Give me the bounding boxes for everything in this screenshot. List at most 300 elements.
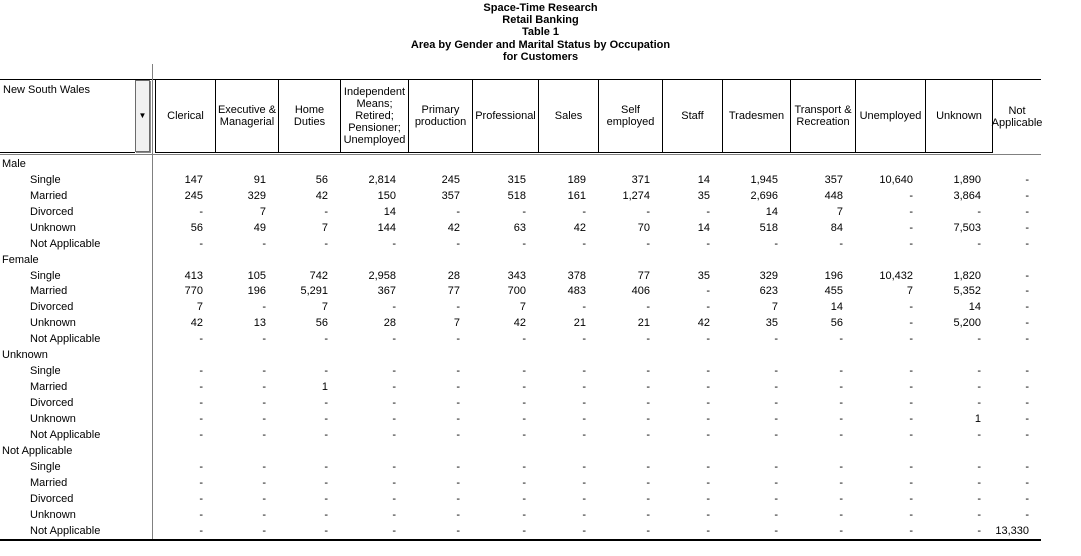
data-cell: -	[706, 460, 710, 473]
group-row	[0, 443, 1041, 459]
data-cell: -	[324, 524, 328, 537]
row-label: Married	[30, 476, 68, 489]
data-cell: -	[646, 412, 650, 425]
column-header: Sales	[538, 80, 598, 153]
data-cell: -	[456, 333, 460, 346]
data-cell: -	[262, 460, 266, 473]
data-cell: -	[706, 301, 710, 314]
data-cell: 7	[321, 301, 328, 314]
data-cell: 7	[196, 301, 203, 314]
data-cell: 448	[824, 189, 843, 202]
data-cell: 196	[824, 269, 843, 282]
data-cell: 3,864	[953, 189, 981, 202]
data-cell: -	[706, 381, 710, 394]
data-cell: -	[522, 381, 526, 394]
group-label: Not Applicable	[2, 444, 73, 457]
data-cell: -	[582, 237, 586, 250]
data-cell: -	[522, 460, 526, 473]
data-cell: -	[262, 492, 266, 505]
data-cell: -	[392, 476, 396, 489]
data-cell: -	[199, 381, 203, 394]
table-row	[0, 188, 1041, 204]
data-cell: -	[199, 428, 203, 441]
data-cell: -	[199, 460, 203, 473]
data-cell: -	[977, 460, 981, 473]
data-cell: 329	[247, 189, 266, 202]
data-cell: -	[262, 428, 266, 441]
data-cell: -	[522, 205, 526, 218]
table-row	[0, 475, 1041, 491]
data-cell: -	[839, 381, 843, 394]
data-cell: 147	[184, 173, 203, 186]
data-cell: 42	[573, 221, 586, 234]
data-cell: 1,820	[953, 269, 981, 282]
table-row	[0, 523, 1041, 539]
data-cell: -	[392, 524, 396, 537]
data-cell: -	[909, 476, 913, 489]
data-cell: -	[199, 508, 203, 521]
data-cell: 84	[830, 221, 843, 234]
data-cell: -	[324, 365, 328, 378]
column-header: Executive & Managerial	[215, 80, 278, 153]
row-label: Married	[30, 189, 68, 202]
data-cell: -	[199, 397, 203, 410]
column-header: Independent Means; Retired; Pensioner; Unemployed	[340, 80, 408, 153]
data-cell: -	[909, 460, 913, 473]
data-cell: -	[909, 428, 913, 441]
data-cell: 1	[974, 412, 981, 425]
header-separator-line	[0, 154, 1041, 155]
data-cell: -	[522, 428, 526, 441]
group-row	[0, 156, 1041, 172]
data-cell: 14	[765, 205, 778, 218]
data-cell: 455	[824, 285, 843, 298]
data-cell: -	[392, 492, 396, 505]
data-cell: -	[199, 524, 203, 537]
data-cell: -	[456, 508, 460, 521]
data-cell: -	[199, 412, 203, 425]
row-label: Divorced	[30, 205, 74, 218]
row-label: Single	[30, 460, 61, 473]
data-cell: -	[582, 428, 586, 441]
data-cell: 42	[447, 221, 460, 234]
data-cell: -	[977, 237, 981, 250]
data-cell: -	[909, 333, 913, 346]
data-cell: -	[456, 460, 460, 473]
data-cell: -	[706, 333, 710, 346]
report-titles	[0, 2, 1081, 63]
data-cell: -	[977, 508, 981, 521]
data-cell: -	[324, 492, 328, 505]
data-cell: 13,330	[995, 524, 1029, 537]
data-cell: -	[392, 381, 396, 394]
data-cell: 42	[190, 317, 203, 330]
data-cell: -	[1025, 476, 1029, 489]
data-cell: -	[839, 237, 843, 250]
data-cell: -	[456, 412, 460, 425]
table-row	[0, 299, 1041, 315]
data-cell: 329	[759, 269, 778, 282]
data-cell: -	[977, 333, 981, 346]
data-cell: 42	[697, 317, 710, 330]
data-cell: -	[839, 492, 843, 505]
report-title-line: Area by Gender and Marital Status by Occupation	[410, 38, 671, 51]
data-cell: -	[909, 492, 913, 505]
table-row	[0, 315, 1041, 331]
data-cell: -	[199, 333, 203, 346]
data-cell: -	[522, 524, 526, 537]
data-cell: -	[909, 189, 913, 202]
data-cell: 378	[567, 269, 586, 282]
data-cell: -	[646, 237, 650, 250]
row-label: Unknown	[30, 508, 76, 521]
row-label: Unknown	[30, 412, 76, 425]
data-cell: 35	[697, 269, 710, 282]
data-cell: -	[909, 508, 913, 521]
column-header: Tradesmen	[722, 80, 790, 153]
data-cell: -	[582, 492, 586, 505]
data-cell: 5,291	[300, 285, 328, 298]
table-row	[0, 172, 1041, 188]
data-cell: -	[262, 381, 266, 394]
data-cell: 70	[637, 221, 650, 234]
data-cell: 1,890	[953, 173, 981, 186]
data-cell: -	[646, 524, 650, 537]
data-cell: -	[839, 460, 843, 473]
data-cell: -	[324, 205, 328, 218]
data-cell: -	[839, 412, 843, 425]
data-cell: -	[774, 412, 778, 425]
data-cell: 7	[519, 301, 526, 314]
data-cell: -	[774, 237, 778, 250]
data-cell: -	[456, 365, 460, 378]
data-cell: 7	[771, 301, 778, 314]
data-cell: -	[646, 476, 650, 489]
data-cell: 1	[321, 381, 328, 394]
row-label: Divorced	[30, 397, 74, 410]
data-cell: -	[1025, 508, 1029, 521]
data-cell: -	[582, 381, 586, 394]
data-cell: 56	[830, 317, 843, 330]
data-cell: -	[456, 397, 460, 410]
row-label: Single	[30, 269, 61, 282]
table-body	[0, 156, 1041, 539]
data-cell: -	[1025, 381, 1029, 394]
data-cell: 413	[184, 269, 203, 282]
data-cell: -	[456, 428, 460, 441]
row-label: Not Applicable	[30, 237, 101, 250]
data-cell: -	[582, 333, 586, 346]
data-cell: 483	[567, 285, 586, 298]
data-cell: 150	[377, 189, 396, 202]
data-cell: -	[774, 476, 778, 489]
row-label: Divorced	[30, 301, 74, 314]
data-cell: -	[839, 524, 843, 537]
report-title-line: Retail Banking	[502, 14, 579, 27]
report-title-line: for Customers	[502, 50, 579, 63]
data-cell: -	[456, 301, 460, 314]
data-cell: -	[582, 508, 586, 521]
table-row	[0, 507, 1041, 523]
data-cell: -	[522, 365, 526, 378]
data-cell: -	[977, 492, 981, 505]
data-cell: 770	[184, 285, 203, 298]
data-cell: -	[839, 428, 843, 441]
column-header: Home Duties	[278, 80, 340, 153]
data-cell: 56	[190, 221, 203, 234]
column-header: Primary production	[408, 80, 472, 153]
data-cell: -	[1025, 205, 1029, 218]
data-cell: 14	[968, 301, 981, 314]
data-cell: -	[392, 301, 396, 314]
table-row	[0, 284, 1041, 300]
data-cell: 2,814	[368, 173, 396, 186]
table-row	[0, 363, 1041, 379]
data-cell: 14	[830, 301, 843, 314]
data-cell: 518	[759, 221, 778, 234]
data-cell: -	[706, 205, 710, 218]
data-cell: -	[706, 492, 710, 505]
row-label: Unknown	[30, 221, 76, 234]
data-cell: -	[839, 508, 843, 521]
data-cell: -	[706, 524, 710, 537]
data-cell: 371	[631, 173, 650, 186]
data-cell: -	[456, 492, 460, 505]
data-cell: -	[909, 301, 913, 314]
data-cell: -	[1025, 333, 1029, 346]
column-header: Clerical	[155, 80, 215, 153]
data-cell: 742	[309, 269, 328, 282]
data-cell: -	[646, 333, 650, 346]
group-label: Unknown	[2, 349, 48, 362]
data-cell: -	[392, 508, 396, 521]
data-cell: 21	[573, 317, 586, 330]
data-cell: -	[324, 460, 328, 473]
data-cell: -	[774, 397, 778, 410]
row-label: Not Applicable	[30, 524, 101, 537]
data-cell: 21	[637, 317, 650, 330]
data-cell: -	[646, 397, 650, 410]
report-title-line: Table 1	[521, 26, 560, 39]
data-cell: -	[262, 397, 266, 410]
data-cell: -	[774, 365, 778, 378]
data-cell: -	[706, 365, 710, 378]
data-cell: -	[909, 221, 913, 234]
data-cell: -	[582, 412, 586, 425]
data-cell: -	[977, 397, 981, 410]
data-cell: -	[522, 397, 526, 410]
data-cell: -	[909, 317, 913, 330]
data-cell: 1,945	[750, 173, 778, 186]
data-cell: 245	[184, 189, 203, 202]
data-cell: -	[839, 397, 843, 410]
data-cell: 28	[447, 269, 460, 282]
data-cell: 14	[383, 205, 396, 218]
data-cell: 357	[824, 173, 843, 186]
data-cell: -	[706, 508, 710, 521]
data-cell: 42	[513, 317, 526, 330]
data-cell: -	[392, 412, 396, 425]
data-cell: -	[1025, 269, 1029, 282]
data-cell: -	[582, 397, 586, 410]
data-cell: -	[706, 237, 710, 250]
data-cell: -	[839, 476, 843, 489]
data-cell: -	[1025, 397, 1029, 410]
table-row	[0, 331, 1041, 347]
column-header: Self employed	[598, 80, 662, 153]
data-cell: -	[706, 397, 710, 410]
table-row	[0, 379, 1041, 395]
data-cell: 7	[453, 317, 460, 330]
data-cell: -	[977, 476, 981, 489]
data-cell: 367	[377, 285, 396, 298]
data-cell: -	[774, 381, 778, 394]
data-cell: 5,200	[953, 317, 981, 330]
data-cell: -	[1025, 317, 1029, 330]
data-cell: 13	[253, 317, 266, 330]
data-cell: -	[706, 285, 710, 298]
data-cell: 343	[507, 269, 526, 282]
data-cell: -	[909, 397, 913, 410]
row-label: Divorced	[30, 492, 74, 505]
data-cell: -	[456, 205, 460, 218]
table-row	[0, 236, 1041, 252]
data-cell: 35	[697, 189, 710, 202]
data-cell: -	[199, 365, 203, 378]
data-cell: -	[392, 460, 396, 473]
data-cell: -	[1025, 460, 1029, 473]
data-cell: -	[909, 237, 913, 250]
data-cell: -	[262, 524, 266, 537]
data-cell: -	[262, 476, 266, 489]
data-cell: -	[977, 524, 981, 537]
data-cell: -	[646, 381, 650, 394]
data-cell: -	[1025, 189, 1029, 202]
data-cell: -	[582, 524, 586, 537]
data-cell: 700	[507, 285, 526, 298]
data-cell: -	[1025, 301, 1029, 314]
data-cell: 5,352	[953, 285, 981, 298]
data-cell: -	[977, 365, 981, 378]
data-cell: -	[324, 412, 328, 425]
data-cell: 56	[315, 173, 328, 186]
data-cell: 623	[759, 285, 778, 298]
report-title-line: Space-Time Research	[483, 2, 598, 14]
row-label: Single	[30, 365, 61, 378]
data-cell: 91	[253, 173, 266, 186]
data-cell: -	[324, 508, 328, 521]
column-headers	[155, 80, 1041, 153]
table-bottom-line	[0, 539, 1041, 541]
data-cell: -	[1025, 221, 1029, 234]
data-cell: -	[456, 524, 460, 537]
data-cell: -	[456, 381, 460, 394]
data-cell: 14	[697, 173, 710, 186]
data-cell: -	[706, 428, 710, 441]
data-cell: 14	[697, 221, 710, 234]
data-cell: 245	[441, 173, 460, 186]
data-cell: 315	[507, 173, 526, 186]
data-cell: -	[392, 333, 396, 346]
data-cell: -	[1025, 365, 1029, 378]
data-cell: -	[977, 428, 981, 441]
row-label: Not Applicable	[30, 428, 101, 441]
table-row	[0, 411, 1041, 427]
table-header	[0, 79, 1041, 153]
data-cell: -	[582, 205, 586, 218]
data-cell: -	[582, 365, 586, 378]
data-cell: -	[522, 492, 526, 505]
data-cell: -	[262, 365, 266, 378]
row-label: Married	[30, 285, 68, 298]
data-cell: 7	[906, 285, 913, 298]
data-cell: -	[582, 460, 586, 473]
table-row	[0, 427, 1041, 443]
data-cell: 49	[253, 221, 266, 234]
data-cell: -	[1025, 492, 1029, 505]
data-cell: -	[522, 237, 526, 250]
data-cell: 56	[315, 317, 328, 330]
data-cell: -	[1025, 285, 1029, 298]
data-cell: -	[774, 460, 778, 473]
data-cell: -	[262, 333, 266, 346]
data-cell: 2,696	[750, 189, 778, 202]
data-cell: -	[582, 301, 586, 314]
group-row	[0, 347, 1041, 363]
data-cell: -	[1025, 412, 1029, 425]
data-cell: 10,640	[879, 173, 913, 186]
data-cell: -	[774, 524, 778, 537]
column-header: Unknown	[925, 80, 993, 153]
data-cell: -	[522, 333, 526, 346]
data-cell: -	[646, 205, 650, 218]
data-cell: -	[199, 237, 203, 250]
column-header: Unemployed	[855, 80, 925, 153]
table-row	[0, 268, 1041, 284]
data-cell: 2,958	[368, 269, 396, 282]
data-cell: 77	[637, 269, 650, 282]
data-cell: -	[909, 412, 913, 425]
data-cell: -	[706, 476, 710, 489]
data-cell: -	[839, 333, 843, 346]
data-cell: -	[646, 365, 650, 378]
data-cell: -	[392, 428, 396, 441]
column-header: Transport & Recreation	[790, 80, 855, 153]
data-cell: -	[646, 428, 650, 441]
data-cell: 63	[513, 221, 526, 234]
data-cell: -	[392, 365, 396, 378]
data-cell: -	[977, 381, 981, 394]
data-cell: -	[774, 333, 778, 346]
group-row	[0, 252, 1041, 268]
data-cell: -	[199, 492, 203, 505]
data-cell: 406	[631, 285, 650, 298]
data-cell: 10,432	[879, 269, 913, 282]
data-cell: -	[324, 333, 328, 346]
area-dropdown-button[interactable]	[135, 80, 150, 152]
data-cell: -	[392, 397, 396, 410]
data-cell: -	[1025, 428, 1029, 441]
data-cell: -	[582, 476, 586, 489]
data-cell: 161	[567, 189, 586, 202]
data-cell: -	[522, 508, 526, 521]
data-cell: 105	[247, 269, 266, 282]
data-cell: -	[324, 237, 328, 250]
group-label: Female	[2, 253, 39, 266]
data-cell: 7	[836, 205, 843, 218]
table-row	[0, 395, 1041, 411]
data-cell: -	[909, 524, 913, 537]
